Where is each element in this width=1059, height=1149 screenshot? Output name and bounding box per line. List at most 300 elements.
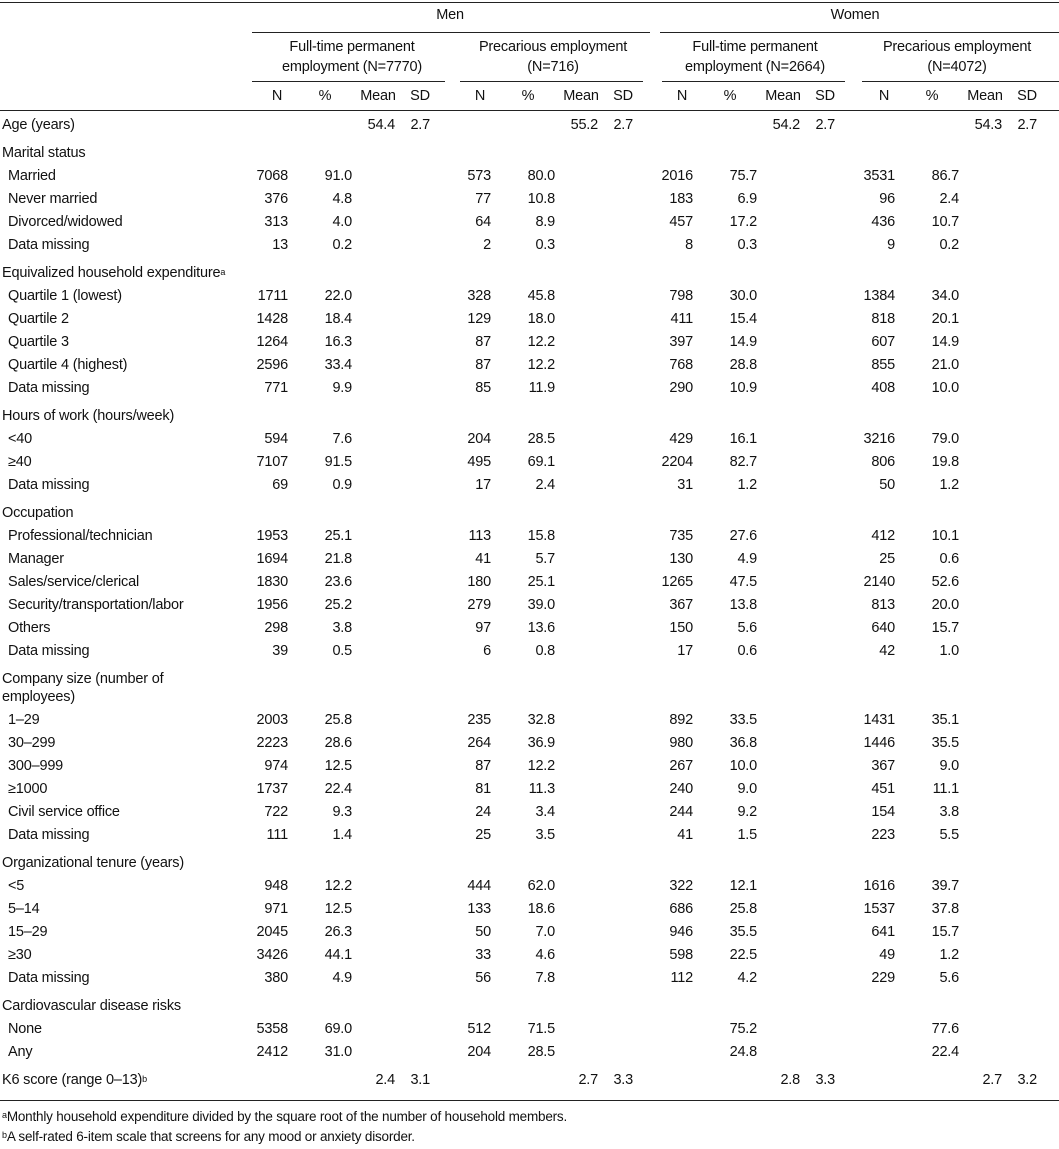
- column-header: SD: [410, 88, 430, 104]
- column-header: SD: [815, 88, 835, 104]
- table-cell: 1694: [256, 551, 288, 567]
- table-cell: 376: [264, 191, 288, 207]
- subgroup-header-line1: Full-time permanent: [692, 39, 818, 55]
- table-cell: 1264: [256, 334, 288, 350]
- footnote-mark: b: [142, 1074, 147, 1084]
- table-cell: 5358: [256, 1021, 288, 1037]
- table-cell: 15.7: [931, 924, 959, 940]
- table-cell: 3.3: [613, 1072, 633, 1088]
- subgroup-rule: [662, 81, 845, 82]
- table-cell: 322: [669, 878, 693, 894]
- table-cell: 13.6: [527, 620, 555, 636]
- table-cell: 14.9: [931, 334, 959, 350]
- table-cell: 69.1: [527, 454, 555, 470]
- table-cell: 10.8: [527, 191, 555, 207]
- table-cell: 71.5: [527, 1021, 555, 1037]
- table-cell: 1537: [863, 901, 895, 917]
- table-cell: 10.1: [931, 528, 959, 544]
- group-header: Men: [436, 7, 464, 23]
- table-cell: 0.8: [535, 643, 555, 659]
- section-label: Occupation: [2, 505, 74, 521]
- table-cell: 328: [467, 288, 491, 304]
- table-cell: 28.6: [324, 735, 352, 751]
- subgroup-rule: [460, 81, 643, 82]
- table-cell: 1737: [256, 781, 288, 797]
- table-cell: 28.5: [527, 431, 555, 447]
- table-cell: 3216: [863, 431, 895, 447]
- table-cell: 41: [677, 827, 693, 843]
- table-cell: 32.8: [527, 712, 555, 728]
- table-cell: 35.5: [729, 924, 757, 940]
- table-cell: 3.5: [535, 827, 555, 843]
- column-header: %: [925, 88, 939, 104]
- table-cell: 0.3: [535, 237, 555, 253]
- table-cell: 408: [871, 380, 895, 396]
- footnote-mark: a: [220, 267, 226, 277]
- table-cell: 495: [467, 454, 491, 470]
- table-cell: 19.8: [931, 454, 959, 470]
- footnote: $^b$A self-rated 6-item scale that screens for any mood or anxiety disorder.: [2, 1129, 415, 1144]
- table-cell: 130: [669, 551, 693, 567]
- table-cell: 12.2: [527, 334, 555, 350]
- table-cell: 2.4: [939, 191, 959, 207]
- table-cell: 12.2: [324, 878, 352, 894]
- table-cell: 411: [670, 311, 693, 327]
- table-cell: 31.0: [324, 1044, 352, 1060]
- table-cell: 79.0: [931, 431, 959, 447]
- table-cell: 6: [483, 643, 491, 659]
- table-cell: 13.8: [729, 597, 757, 613]
- table-cell: 298: [264, 620, 288, 636]
- section-label: Equivalized household expenditure$^a$: [2, 265, 226, 281]
- table-cell: 2.8: [780, 1072, 800, 1088]
- table-cell: 0.3: [737, 237, 757, 253]
- row-label: Data missing: [8, 380, 90, 396]
- table-cell: 77.6: [931, 1021, 959, 1037]
- table-cell: 82.7: [729, 454, 757, 470]
- table-cell: 512: [467, 1021, 491, 1037]
- row-label: Professional/technician: [8, 528, 153, 544]
- table-cell: 10.7: [931, 214, 959, 230]
- table-cell: 87: [475, 758, 491, 774]
- table-cell: 290: [669, 380, 693, 396]
- table-cell: 17: [475, 477, 491, 493]
- subgroup-header-line2: employment (N=7770): [281, 59, 423, 75]
- table-cell: 974: [264, 758, 288, 774]
- table-cell: 436: [871, 214, 895, 230]
- row-label: Security/transportation/labor: [8, 597, 184, 613]
- subgroup-header-line2: employment (N=2664): [684, 59, 826, 75]
- row-label: ≥30: [8, 947, 32, 963]
- table-cell: 9: [887, 237, 895, 253]
- table-cell: 39.7: [931, 878, 959, 894]
- table-cell: 9.0: [939, 758, 959, 774]
- table-cell: 771: [264, 380, 288, 396]
- table-cell: 31: [677, 477, 693, 493]
- table-cell: 12.5: [324, 758, 352, 774]
- table-cell: 28.5: [527, 1044, 555, 1060]
- group-rule: [660, 32, 1059, 33]
- table-cell: 5.5: [939, 827, 959, 843]
- table-cell: 23.6: [324, 574, 352, 590]
- table-cell: 4.6: [535, 947, 555, 963]
- table-cell: 1616: [863, 878, 895, 894]
- table-cell: 33: [475, 947, 491, 963]
- table-cell: 85: [475, 380, 491, 396]
- header-bottom-rule: [0, 110, 1059, 111]
- table-cell: 1956: [256, 597, 288, 613]
- subgroup-header-line2: (N=4072): [927, 59, 987, 75]
- table-cell: 18.0: [527, 311, 555, 327]
- row-label: Civil service office: [8, 804, 120, 820]
- table-cell: 4.9: [332, 970, 352, 986]
- table-cell: 1.2: [939, 947, 959, 963]
- table-cell: 33.4: [324, 357, 352, 373]
- table-cell: 948: [264, 878, 288, 894]
- table-cell: 367: [669, 597, 693, 613]
- table-cell: 5.7: [535, 551, 555, 567]
- section-label: Marital status: [2, 145, 86, 161]
- table-cell: 17: [677, 643, 693, 659]
- footnote-mark: a: [2, 1110, 7, 1120]
- table-cell: 54.4: [367, 117, 395, 133]
- table-cell: 367: [871, 758, 895, 774]
- table-cell: 7.8: [535, 970, 555, 986]
- table-cell: 229: [871, 970, 895, 986]
- table-cell: 2003: [256, 712, 288, 728]
- table-cell: 35.1: [931, 712, 959, 728]
- table-cell: 0.6: [939, 551, 959, 567]
- column-header: SD: [1017, 88, 1037, 104]
- table-cell: 1830: [256, 574, 288, 590]
- table-cell: 10.0: [931, 380, 959, 396]
- table-cell: 27.6: [729, 528, 757, 544]
- table-cell: 3.2: [1017, 1072, 1037, 1088]
- table-cell: 244: [669, 804, 693, 820]
- column-header: N: [676, 88, 688, 104]
- table-cell: 22.4: [324, 781, 352, 797]
- table-cell: 22.0: [324, 288, 352, 304]
- table-cell: 16.1: [729, 431, 757, 447]
- table-cell: 12.2: [527, 357, 555, 373]
- table-cell: 240: [669, 781, 693, 797]
- table-cell: 11.3: [528, 781, 555, 797]
- table-cell: 735: [669, 528, 693, 544]
- table-cell: 9.3: [332, 804, 352, 820]
- table-cell: 1428: [256, 311, 288, 327]
- table-cell: 798: [669, 288, 693, 304]
- table-cell: 457: [669, 214, 693, 230]
- table-cell: 7068: [256, 168, 288, 184]
- table-cell: 1265: [661, 574, 693, 590]
- table-cell: 9.0: [737, 781, 757, 797]
- table-cell: 1431: [863, 712, 895, 728]
- table-cell: 69: [272, 477, 288, 493]
- table-cell: 49: [879, 947, 895, 963]
- table-cell: 25.8: [324, 712, 352, 728]
- table-cell: 5.6: [939, 970, 959, 986]
- row-label: Quartile 2: [8, 311, 69, 327]
- table-cell: 1953: [256, 528, 288, 544]
- table-cell: 2140: [863, 574, 895, 590]
- row-label: Quartile 4 (highest): [8, 357, 128, 373]
- table-cell: 722: [264, 804, 288, 820]
- table-cell: 25.2: [324, 597, 352, 613]
- table-cell: 1384: [863, 288, 895, 304]
- table-cell: 64: [475, 214, 491, 230]
- table-cell: 15.4: [729, 311, 757, 327]
- table-cell: 2.7: [815, 117, 835, 133]
- table-cell: 1.2: [737, 477, 757, 493]
- column-header: Mean: [360, 88, 396, 104]
- table-cell: 36.8: [729, 735, 757, 751]
- table-cell: 444: [467, 878, 491, 894]
- row-label: None: [8, 1021, 42, 1037]
- row-label: Married: [8, 168, 56, 184]
- section-label-line2: employees): [2, 689, 75, 705]
- table-cell: 313: [264, 214, 288, 230]
- table-cell: 0.2: [939, 237, 959, 253]
- row-label: Others: [8, 620, 51, 636]
- table-cell: 3.8: [332, 620, 352, 636]
- column-header: Mean: [563, 88, 599, 104]
- table-cell: 52.6: [931, 574, 959, 590]
- table-cell: 2412: [256, 1044, 288, 1060]
- row-label: ≥1000: [8, 781, 48, 797]
- table-cell: 54.3: [974, 117, 1002, 133]
- table-cell: 0.5: [332, 643, 352, 659]
- row-label: Age (years): [2, 117, 75, 133]
- table-cell: 16.3: [324, 334, 352, 350]
- table-cell: 4.8: [332, 191, 352, 207]
- column-header: N: [271, 88, 283, 104]
- table-cell: 39: [272, 643, 288, 659]
- table-cell: 91.5: [324, 454, 352, 470]
- table-cell: 21.8: [324, 551, 352, 567]
- table-cell: 0.2: [332, 237, 352, 253]
- table-cell: 50: [879, 477, 895, 493]
- table-cell: 113: [468, 528, 491, 544]
- row-label: Quartile 3: [8, 334, 69, 350]
- table-cell: 13: [272, 237, 288, 253]
- table-cell: 20.0: [931, 597, 959, 613]
- table-cell: 9.9: [332, 380, 352, 396]
- column-header: SD: [613, 88, 633, 104]
- row-label: Quartile 1 (lowest): [8, 288, 122, 304]
- section-label: Cardiovascular disease risks: [2, 998, 181, 1014]
- subgroup-rule: [862, 81, 1059, 82]
- table-cell: 17.2: [729, 214, 757, 230]
- table-cell: 9.2: [737, 804, 757, 820]
- table-cell: 3426: [256, 947, 288, 963]
- row-label: Sales/service/clerical: [8, 574, 139, 590]
- table-cell: 25.8: [729, 901, 757, 917]
- table-cell: 4.9: [737, 551, 757, 567]
- table-cell: 641: [871, 924, 895, 940]
- table-cell: 2.4: [375, 1072, 395, 1088]
- table-cell: 133: [467, 901, 491, 917]
- table-cell: 96: [879, 191, 895, 207]
- subgroup-header-line1: Precarious employment: [882, 39, 1032, 55]
- table-cell: 2204: [661, 454, 693, 470]
- table-cell: 607: [871, 334, 895, 350]
- table-cell: 4.0: [332, 214, 352, 230]
- table-cell: 42: [879, 643, 895, 659]
- table-cell: 69.0: [324, 1021, 352, 1037]
- subgroup-header-line2: (N=716): [527, 59, 579, 75]
- row-label: ≥40: [8, 454, 32, 470]
- row-label: Data missing: [8, 643, 90, 659]
- table-cell: 2.7: [613, 117, 633, 133]
- table-cell: 3.4: [535, 804, 555, 820]
- table-cell: 47.5: [729, 574, 757, 590]
- table-cell: 62.0: [527, 878, 555, 894]
- table-cell: 25: [475, 827, 491, 843]
- column-header: %: [723, 88, 737, 104]
- table-cell: 10.0: [729, 758, 757, 774]
- table-cell: 2.7: [1017, 117, 1037, 133]
- table-cell: 429: [669, 431, 693, 447]
- section-label: Company size (number of: [2, 671, 164, 687]
- subgroup-header-line1: Full-time permanent: [289, 39, 415, 55]
- table-cell: 2.7: [578, 1072, 598, 1088]
- table-cell: 22.5: [729, 947, 757, 963]
- table-cell: 20.1: [931, 311, 959, 327]
- row-label: Never married: [8, 191, 98, 207]
- table-cell: 37.8: [931, 901, 959, 917]
- table-cell: 26.3: [324, 924, 352, 940]
- table-cell: 55.2: [570, 117, 598, 133]
- column-header: Mean: [765, 88, 801, 104]
- subgroup-rule: [252, 81, 445, 82]
- column-header: Mean: [967, 88, 1003, 104]
- table-cell: 2: [483, 237, 491, 253]
- table-cell: 129: [467, 311, 491, 327]
- table-cell: 41: [475, 551, 491, 567]
- table-cell: 5.6: [737, 620, 757, 636]
- footnote: $^a$Monthly household expenditure divided by the square root of the number of household members.: [2, 1109, 568, 1124]
- subgroup-header-line1: Precarious employment: [478, 39, 628, 55]
- table-cell: 980: [669, 735, 693, 751]
- row-label: K6 score (range 0–13)$^b$: [2, 1072, 147, 1088]
- table-cell: 39.0: [527, 597, 555, 613]
- table-cell: 75.2: [729, 1021, 757, 1037]
- table-cell: 4.2: [737, 970, 757, 986]
- table-cell: 855: [871, 357, 895, 373]
- table-cell: 768: [669, 357, 693, 373]
- table-cell: 397: [669, 334, 693, 350]
- table-cell: 81: [475, 781, 491, 797]
- table-cell: 892: [669, 712, 693, 728]
- table-cell: 7.0: [535, 924, 555, 940]
- table-cell: 91.0: [324, 168, 352, 184]
- table-cell: 0.9: [332, 477, 352, 493]
- table-cell: 24: [475, 804, 491, 820]
- table-cell: 0.6: [737, 643, 757, 659]
- row-label: 300–999: [8, 758, 64, 774]
- table-cell: 22.4: [931, 1044, 959, 1060]
- table-cell: 946: [669, 924, 693, 940]
- table-cell: 3.3: [815, 1072, 835, 1088]
- row-label: Data missing: [8, 970, 90, 986]
- table-cell: 54.2: [772, 117, 800, 133]
- table-cell: 3.8: [939, 804, 959, 820]
- table-cell: 75.7: [729, 168, 757, 184]
- table-cell: 2223: [256, 735, 288, 751]
- table-cell: 813: [871, 597, 895, 613]
- column-header: N: [878, 88, 890, 104]
- table-cell: 3531: [863, 168, 895, 184]
- table-cell: 412: [871, 528, 895, 544]
- table-cell: 264: [467, 735, 491, 751]
- table-cell: 11.1: [932, 781, 959, 797]
- row-label: Divorced/widowed: [8, 214, 123, 230]
- table-cell: 87: [475, 334, 491, 350]
- table-cell: 6.9: [737, 191, 757, 207]
- table-cell: 56: [475, 970, 491, 986]
- table-cell: 1.2: [939, 477, 959, 493]
- row-label: 15–29: [8, 924, 48, 940]
- row-label: 30–299: [8, 735, 56, 751]
- table-cell: 44.1: [324, 947, 352, 963]
- table-cell: 204: [467, 1044, 491, 1060]
- table-cell: 97: [475, 620, 491, 636]
- table-cell: 12.5: [324, 901, 352, 917]
- table-cell: 1446: [863, 735, 895, 751]
- row-label: Data missing: [8, 237, 90, 253]
- table-cell: 1.0: [939, 643, 959, 659]
- table-cell: 50: [475, 924, 491, 940]
- table-cell: 11.9: [528, 380, 555, 396]
- table-cell: 154: [871, 804, 895, 820]
- column-header: %: [318, 88, 332, 104]
- table-cell: 24.8: [729, 1044, 757, 1060]
- table-cell: 21.0: [931, 357, 959, 373]
- table-cell: 7107: [256, 454, 288, 470]
- table-cell: 806: [871, 454, 895, 470]
- table-cell: 2.7: [410, 117, 430, 133]
- table-cell: 33.5: [729, 712, 757, 728]
- table-cell: 10.9: [729, 380, 757, 396]
- table-cell: 451: [871, 781, 895, 797]
- table-cell: 36.9: [527, 735, 555, 751]
- table-cell: 28.8: [729, 357, 757, 373]
- table-cell: 45.8: [527, 288, 555, 304]
- table-cell: 18.4: [324, 311, 352, 327]
- group-header: Women: [830, 7, 880, 23]
- table-cell: 183: [669, 191, 693, 207]
- table-cell: 12.1: [729, 878, 757, 894]
- group-rule: [252, 32, 650, 33]
- table-cell: 1711: [257, 288, 288, 304]
- column-header: %: [521, 88, 535, 104]
- table-cell: 235: [467, 712, 491, 728]
- table-cell: 1.4: [332, 827, 352, 843]
- table-cell: 2.4: [535, 477, 555, 493]
- table-cell: 267: [669, 758, 693, 774]
- table-cell: 30.0: [729, 288, 757, 304]
- table-cell: 686: [669, 901, 693, 917]
- table-cell: 15.8: [527, 528, 555, 544]
- table-cell: 573: [467, 168, 491, 184]
- table-cell: 34.0: [931, 288, 959, 304]
- footnote-mark: b: [2, 1130, 7, 1140]
- table-cell: 80.0: [527, 168, 555, 184]
- section-label: Hours of work (hours/week): [2, 408, 175, 424]
- row-label: 1–29: [8, 712, 40, 728]
- table-cell: 86.7: [931, 168, 959, 184]
- table-cell: 8.9: [535, 214, 555, 230]
